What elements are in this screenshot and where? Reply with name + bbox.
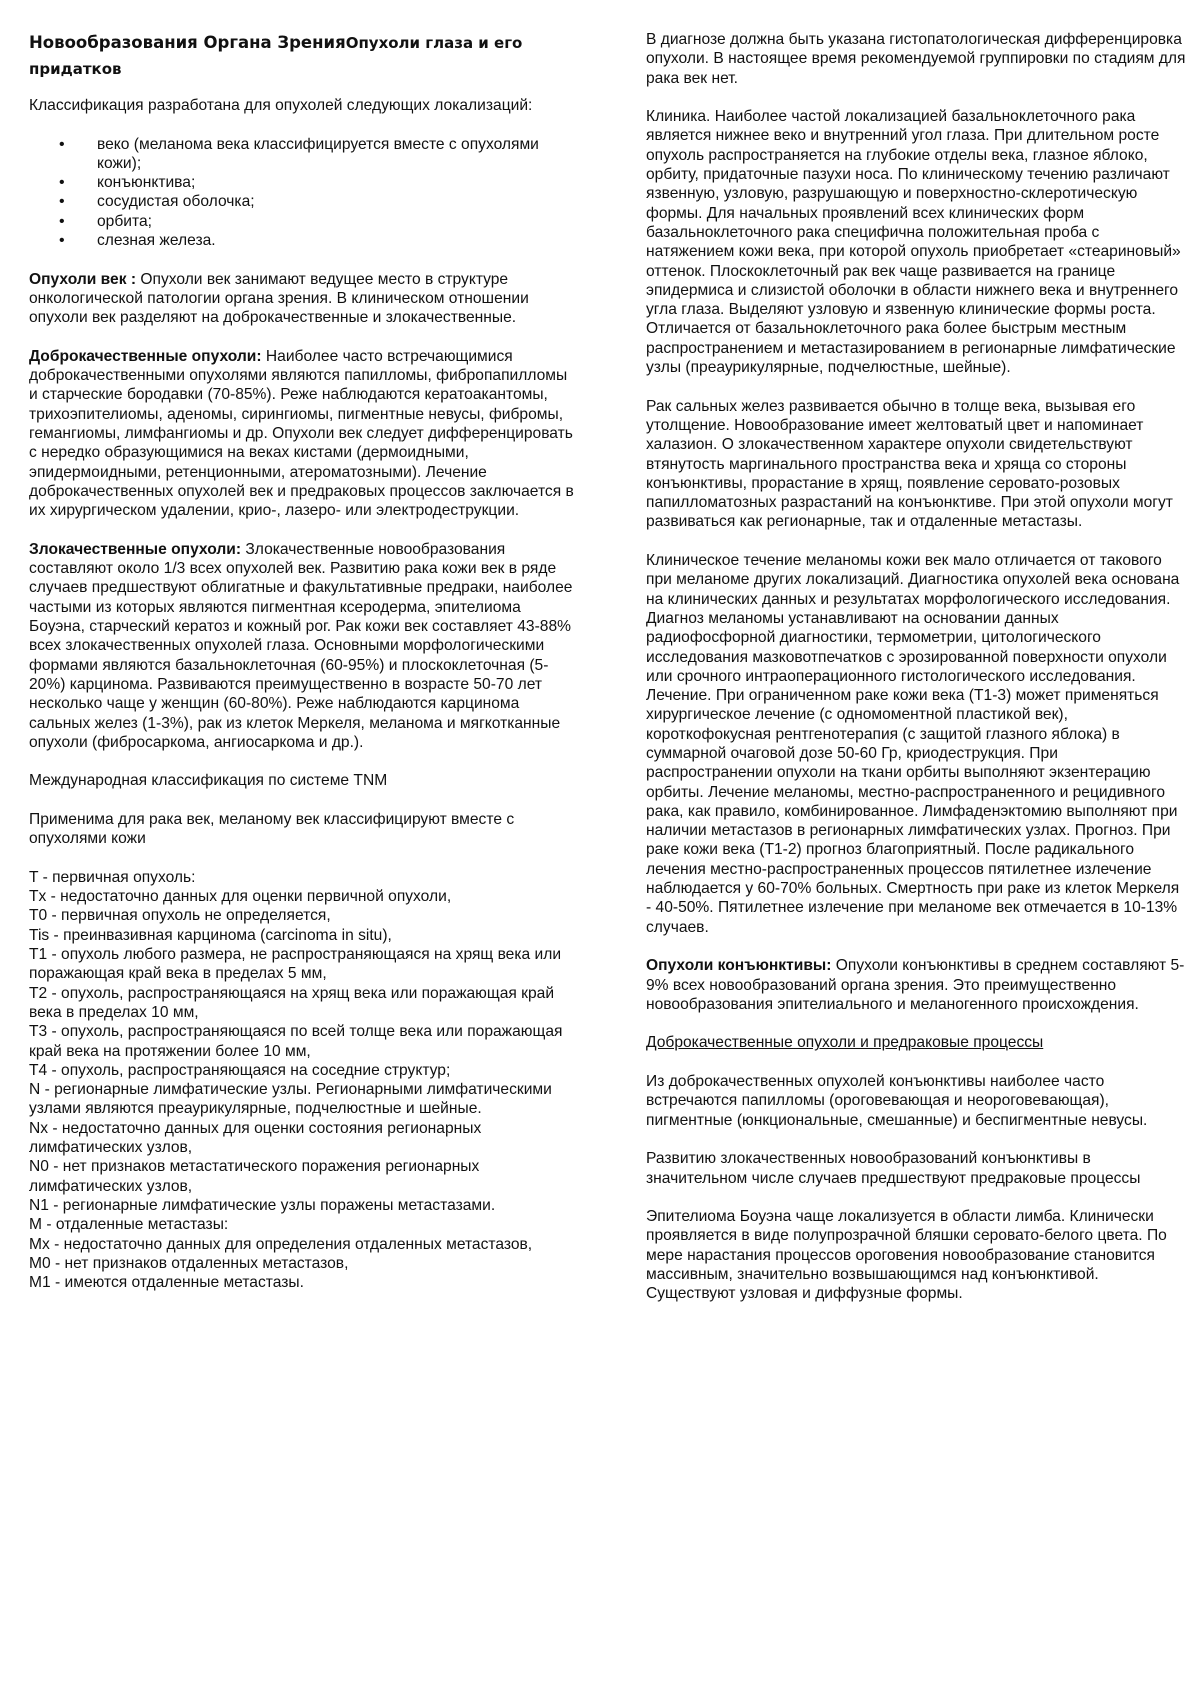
tnm-line: T - первичная опухоль: <box>29 868 196 886</box>
list-item: • сосудистая оболочка; <box>97 192 577 211</box>
document-title <box>29 30 577 82</box>
tnm-line: Mx - недостаточно данных для определения отдаленных метастазов, <box>29 1235 533 1253</box>
melanoma-paragraph: Клиническое течение меланомы кожи век мало отличается от такового при меланоме других локализаций. Диагностика опухолей века основана на клинических данных и результатах морфологического исследования. Диагноз меланомы устанавливают на основании данных радиофосфорной диагностики, термометрии, цитологического исследования мазковотпечатков с эрозированной поверхности опухоли или срочного интраоперационного гистологического исследования. Лечение. При ограниченном раке кожи века (T1-3) может применяться хирургическое лечение (с одномоментной пластикой век), короткофокусная рентгенотерапия (с защитой глазного яблока) в суммарной очаговой дозе 50-60 Гр, криодеструкция. При распространении опухоли на ткани орбиты выполняют экзентерацию орбиты. Лечение меланомы, местно-распространенного и рецидивного рака, как правило, комбинированное. Лимфаденэктомию выполняют при наличии метастазов в регионарных лимфатических узлах. Прогноз. При раке кожи века (T1-2) прогноз благоприятный. После радикального лечения местно-распространенных процессов пятилетнее излечение наблюдается у 60-70% больных. Смертность при раке из клеток Меркеля - 40-50%. Пятилетнее излечение при меланоме век отмечается в 10-13% случаев. <box>646 552 1180 936</box>
intro-paragraph: Классификация разработана для опухолей следующих локализаций: <box>29 97 533 114</box>
tnm-line: Nx - недостаточно данных для оценки состояния регионарных лимфатических узлов, <box>29 1119 482 1157</box>
tnm-line: N1 - регионарные лимфатические узлы поражены метастазами. <box>29 1196 496 1214</box>
eyelid-tumors-paragraph <box>29 270 577 328</box>
benign-tumors-text: Наиболее часто встречающимися доброкачественными опухолями являются папилломы, фибропапилломы и старческие бородавки (70-85%). Реже наблюдаются кератоакантомы, трихоэпителиомы, аденомы, сирингиомы, пигментные невусы, фибромы, гемангиомы, лимфангиомы и др. Опухоли век следует дифференцировать с нередко образующимися на веках кистами (дермоидными, эпидермоидными, ретенционными, атероматозными). Лечение доброкачественных опухолей век и предраковых процессов заключается в их хирургическом удалении, крио-, лазеро- или электродеструкции. <box>29 347 574 520</box>
tnm-line: N - регионарные лимфатические узлы. Регионарными лимфатическими узлами являются преаурикулярные, подчелюстные и шейные. <box>29 1081 552 1118</box>
malignant-tumors-paragraph <box>29 540 577 752</box>
conjunctiva-heading: Опухоли конъюнктивы: <box>646 957 832 975</box>
list-item: • орбита; <box>97 212 577 231</box>
conj-benign-heading: Доброкачественные опухоли и предраковые процессы <box>646 1034 1044 1052</box>
benign-tumors-paragraph <box>29 347 577 521</box>
tnm-line: Tis - преинвазивная карцинома (carcinoma in situ), <box>29 926 392 944</box>
benign-tumors-heading: Доброкачественные опухоли: <box>29 347 262 365</box>
sebaceous-paragraph: Рак сальных желез развивается обычно в толще века, вызывая его утолщение. Новообразование имеет желтоватый цвет и напоминает халазион. О злокачественном характере опухоли свидетельствуют втянутость маргинального пространства века и хряща со стороны конъюнктивы, прорастание в хрящ, появление серовато-розовых папилломатозных разрастаний на конъюнктиве. При этой опухоли могут развиваться как регионарные, так и отдаленные метастазы. <box>646 397 1173 531</box>
conjunctiva-paragraph <box>646 956 1186 1014</box>
list-item: • веко (меланома века классифицируется вместе с опухолями кожи); <box>97 135 577 174</box>
malignant-tumors-heading: Злокачественные опухоли: <box>29 540 242 558</box>
title-main: Новообразования Органа Зрения <box>29 33 346 52</box>
eyelid-tumors-text: Опухоли век занимают ведущее место в структуре онкологической патологии органа зрения. В клиническом отношении опухоли век разделяют на доброкачественные и злокачественные. <box>29 270 529 327</box>
conj-precancer-paragraph: Развитию злокачественных новообразований конъюнктивы в значительном числе случаев предшествуют предраковые процессы <box>646 1150 1141 1187</box>
tnm-line: T2 - опухоль, распространяющаяся на хрящ века или поражающая край века в пределах 10 мм, <box>29 984 555 1021</box>
right-column <box>646 30 1186 1304</box>
tnm-line: M1 - имеются отдаленные метастазы. <box>29 1274 304 1292</box>
eyelid-tumors-heading: Опухоли век : <box>29 270 137 288</box>
tnm-line: T3 - опухоль, распространяющаяся по всей толще века или поражающая край века на протяжении более 10 мм, <box>29 1023 563 1060</box>
tnm-list <box>29 868 577 1293</box>
bowen-paragraph: Эпителиома Боуэна чаще локализуется в области лимба. Клинически проявляется в виде полупрозрачной бляшки серовато-белого цвета. По мере нарастания процессов ороговения новообразование становится массивным, значительно возвышающимся над конъюнктивой. Существуют узловая и диффузные формы. <box>646 1208 1167 1303</box>
clinic-paragraph: Клиника. Наиболее частой локализацией базальноклеточного рака является нижнее веко и внутренний угол глаза. При длительном росте опухоль распространяется на глубокие отделы века, глазное яблоко, орбиту, придаточные пазухи носа. По клиническому течению различают язвенную, узловую, разрушающую и поверхностно-склеротическую формы. Для начальных проявлений всех клинических форм базальноклеточного рака специфична положительная проба с натяжением кожи века, при которой опухоль приобретает «стеариновый» оттенок. Плоскоклеточный рак век чаще развивается на границе эпидермиса и слизистой оболочки в области нижнего века и внутреннего угла глаза. Выделяют узловую и язвенную клинические формы роста. Отличается от базальноклеточного рака более быстрым местным распространением и метастазированием в регионарные лимфатические узлы (преаурикулярные, подчелюстные, шейные). <box>646 108 1181 377</box>
malignant-tumors-text: Злокачественные новообразования составляют около 1/3 всех опухолей век. Развитию рака кожи век в ряде случаев предшествуют облигатные и факультативные предраки, наиболее частыми из которых являются пигментная ксеродерма, эпителиома Боуэна, старческий кератоз и кожный рог. Рак кожи век составляет 43-88% всех злокачественных опухолей глаза. Основными морфологическими формами являются базальноклеточная (60-95%) и плоскоклеточная (5-20%) карцинома. Развиваются преимущественно в возрасте 50-70 лет несколько чаще у женщин (60-80%). Реже наблюдаются карцинома сальных желез (1-3%), рак из клеток Меркеля, меланома и мягкотканные опухоли (фибросаркома, ангиосаркома и др.). <box>29 540 573 751</box>
tnm-line: T0 - первичная опухоль не определяется, <box>29 907 331 925</box>
conj-benign-paragraph: Из доброкачественных опухолей конъюнктивы наиболее часто встречаются папилломы (ороговевающая и неороговевающая), пигментные (юнкциональные, смешанные) и беспигментные невусы. <box>646 1073 1148 1129</box>
tnm-line: Tx - недостаточно данных для оценки первичной опухоли, <box>29 888 452 906</box>
tnm-line: N0 - нет признаков метастатического поражения регионарных лимфатических узлов, <box>29 1158 480 1195</box>
list-item: • конъюнктива; <box>97 173 577 192</box>
tnm-title: Международная классификация по системе TNM <box>29 772 388 790</box>
localization-list <box>29 135 577 251</box>
list-item: • слезная железа. <box>97 231 577 250</box>
left-column <box>29 30 577 1292</box>
title-sub: Опухоли глаза и его придатков <box>29 34 523 78</box>
tnm-line: T1 - опухоль любого размера, не распространяющаяся на хрящ века или поражающая край века в пределах 5 мм, <box>29 946 562 983</box>
tnm-applicable: Применима для рака век, меланому век классифицируют вместе с опухолями кожи <box>29 810 515 848</box>
tnm-line: M0 - нет признаков отдаленных метастазов, <box>29 1254 349 1272</box>
tnm-line: T4 - опухоль, распространяющаяся на соседние структур; <box>29 1061 451 1079</box>
diagnosis-paragraph: В диагнозе должна быть указана гистопатологическая дифференцировка опухоли. В настоящее время рекомендуемой группировки по стадиям для рака век нет. <box>646 31 1186 87</box>
tnm-line: M - отдаленные метастазы: <box>29 1216 229 1234</box>
conjunctiva-text: Опухоли конъюнктивы в среднем составляют 5-9% всех новообразований органа зрения. Это преимущественно новообразования эпителиального и меланогенного происхождения. <box>646 957 1185 1013</box>
